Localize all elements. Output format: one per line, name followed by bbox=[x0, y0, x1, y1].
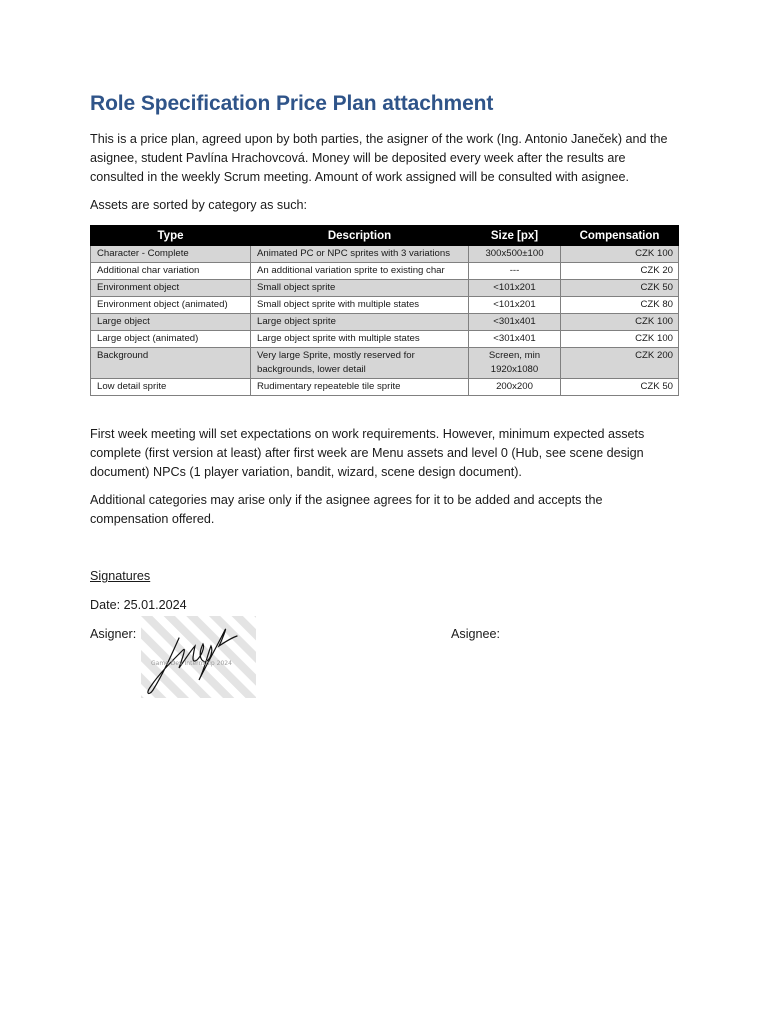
cell-description: Large object sprite with multiple states bbox=[251, 331, 469, 348]
cell-description: Rudimentary repeateble tile sprite bbox=[251, 379, 469, 396]
table-row bbox=[91, 348, 679, 379]
header-size: Size [px] bbox=[469, 226, 561, 246]
table-row bbox=[91, 379, 679, 396]
table-row bbox=[91, 314, 679, 331]
additional-paragraph: Additional categories may arise only if the asignee agrees for it to be added and accepts the compensation offered. bbox=[90, 493, 603, 526]
stamp-stripes-graphic bbox=[141, 616, 256, 698]
asigner-label: Asigner: bbox=[90, 627, 137, 641]
cell-compensation: CZK 20 bbox=[561, 263, 679, 280]
cell-size: <301x401 bbox=[469, 331, 561, 348]
intro-paragraph: This is a price plan, agreed upon by both parties, the asigner of the work (Ing. Antonio Janeček) and the asignee, student Pavlína Hrachovcová. Money will be deposited every week after the results are consulted in the weekly Scrum meeting. Amount of work assigned will be consulted with asignee. bbox=[90, 132, 668, 184]
asignee-label: Asignee: bbox=[451, 627, 501, 641]
header-compensation: Compensation bbox=[561, 226, 679, 246]
cell-description: An additional variation sprite to existing char bbox=[251, 263, 469, 280]
cell-compensation: CZK 100 bbox=[561, 331, 679, 348]
signature-row bbox=[90, 625, 678, 715]
cell-description: Small object sprite bbox=[251, 280, 469, 297]
cell-type: Low detail sprite bbox=[91, 379, 251, 396]
cell-compensation: CZK 50 bbox=[561, 280, 679, 297]
cell-type: Large object (animated) bbox=[91, 331, 251, 348]
cell-compensation: CZK 100 bbox=[561, 246, 679, 263]
cell-description: Small object sprite with multiple states bbox=[251, 297, 469, 314]
cell-size: 300x500±100 bbox=[469, 246, 561, 263]
document-title: Role Specification Price Plan attachment bbox=[90, 92, 494, 115]
cell-description: Animated PC or NPC sprites with 3 variations bbox=[251, 246, 469, 263]
cell-compensation: CZK 50 bbox=[561, 379, 679, 396]
cell-compensation: CZK 80 bbox=[561, 297, 679, 314]
cell-type: Environment object bbox=[91, 280, 251, 297]
table-row bbox=[91, 297, 679, 314]
cell-size: <101x201 bbox=[469, 280, 561, 297]
cell-size: 200x200 bbox=[469, 379, 561, 396]
header-type: Type bbox=[91, 226, 251, 246]
cell-size: <301x401 bbox=[469, 314, 561, 331]
cell-size: --- bbox=[469, 263, 561, 280]
table-row bbox=[91, 280, 679, 297]
cell-type: Environment object (animated) bbox=[91, 297, 251, 314]
cell-size: <101x201 bbox=[469, 297, 561, 314]
first-week-paragraph: First week meeting will set expectations on work requirements. However, minimum expected assets complete (first version at least) after first week are Menu assets and level 0 (Hub, see scene design document) NPCs (1 player variation, bandit, wizard, scene design document). bbox=[90, 427, 645, 479]
price-table bbox=[90, 225, 679, 396]
signatures-heading: Signatures bbox=[90, 569, 151, 583]
cell-type: Character - Complete bbox=[91, 246, 251, 263]
sorted-intro: Assets are sorted by category as such: bbox=[90, 198, 307, 212]
cell-type: Additional char variation bbox=[91, 263, 251, 280]
table-row bbox=[91, 263, 679, 280]
cell-description: Very large Sprite, mostly reserved for backgrounds, lower detail bbox=[251, 348, 469, 379]
header-description: Description bbox=[251, 226, 469, 246]
cell-description: Large object sprite bbox=[251, 314, 469, 331]
cell-compensation: CZK 100 bbox=[561, 314, 679, 331]
cell-compensation: CZK 200 bbox=[561, 348, 679, 379]
signature-date: Date: 25.01.2024 bbox=[90, 598, 187, 612]
table-row bbox=[91, 331, 679, 348]
cell-size: Screen, min 1920x1080 bbox=[469, 348, 561, 379]
document-page bbox=[90, 92, 678, 715]
table-header-row bbox=[91, 226, 679, 246]
cell-type: Background bbox=[91, 348, 251, 379]
stamp-watermark-text: Game Dev Internship 2024 bbox=[151, 660, 232, 667]
cell-type: Large object bbox=[91, 314, 251, 331]
table-row bbox=[91, 246, 679, 263]
asigner-signature-stamp bbox=[141, 616, 256, 698]
